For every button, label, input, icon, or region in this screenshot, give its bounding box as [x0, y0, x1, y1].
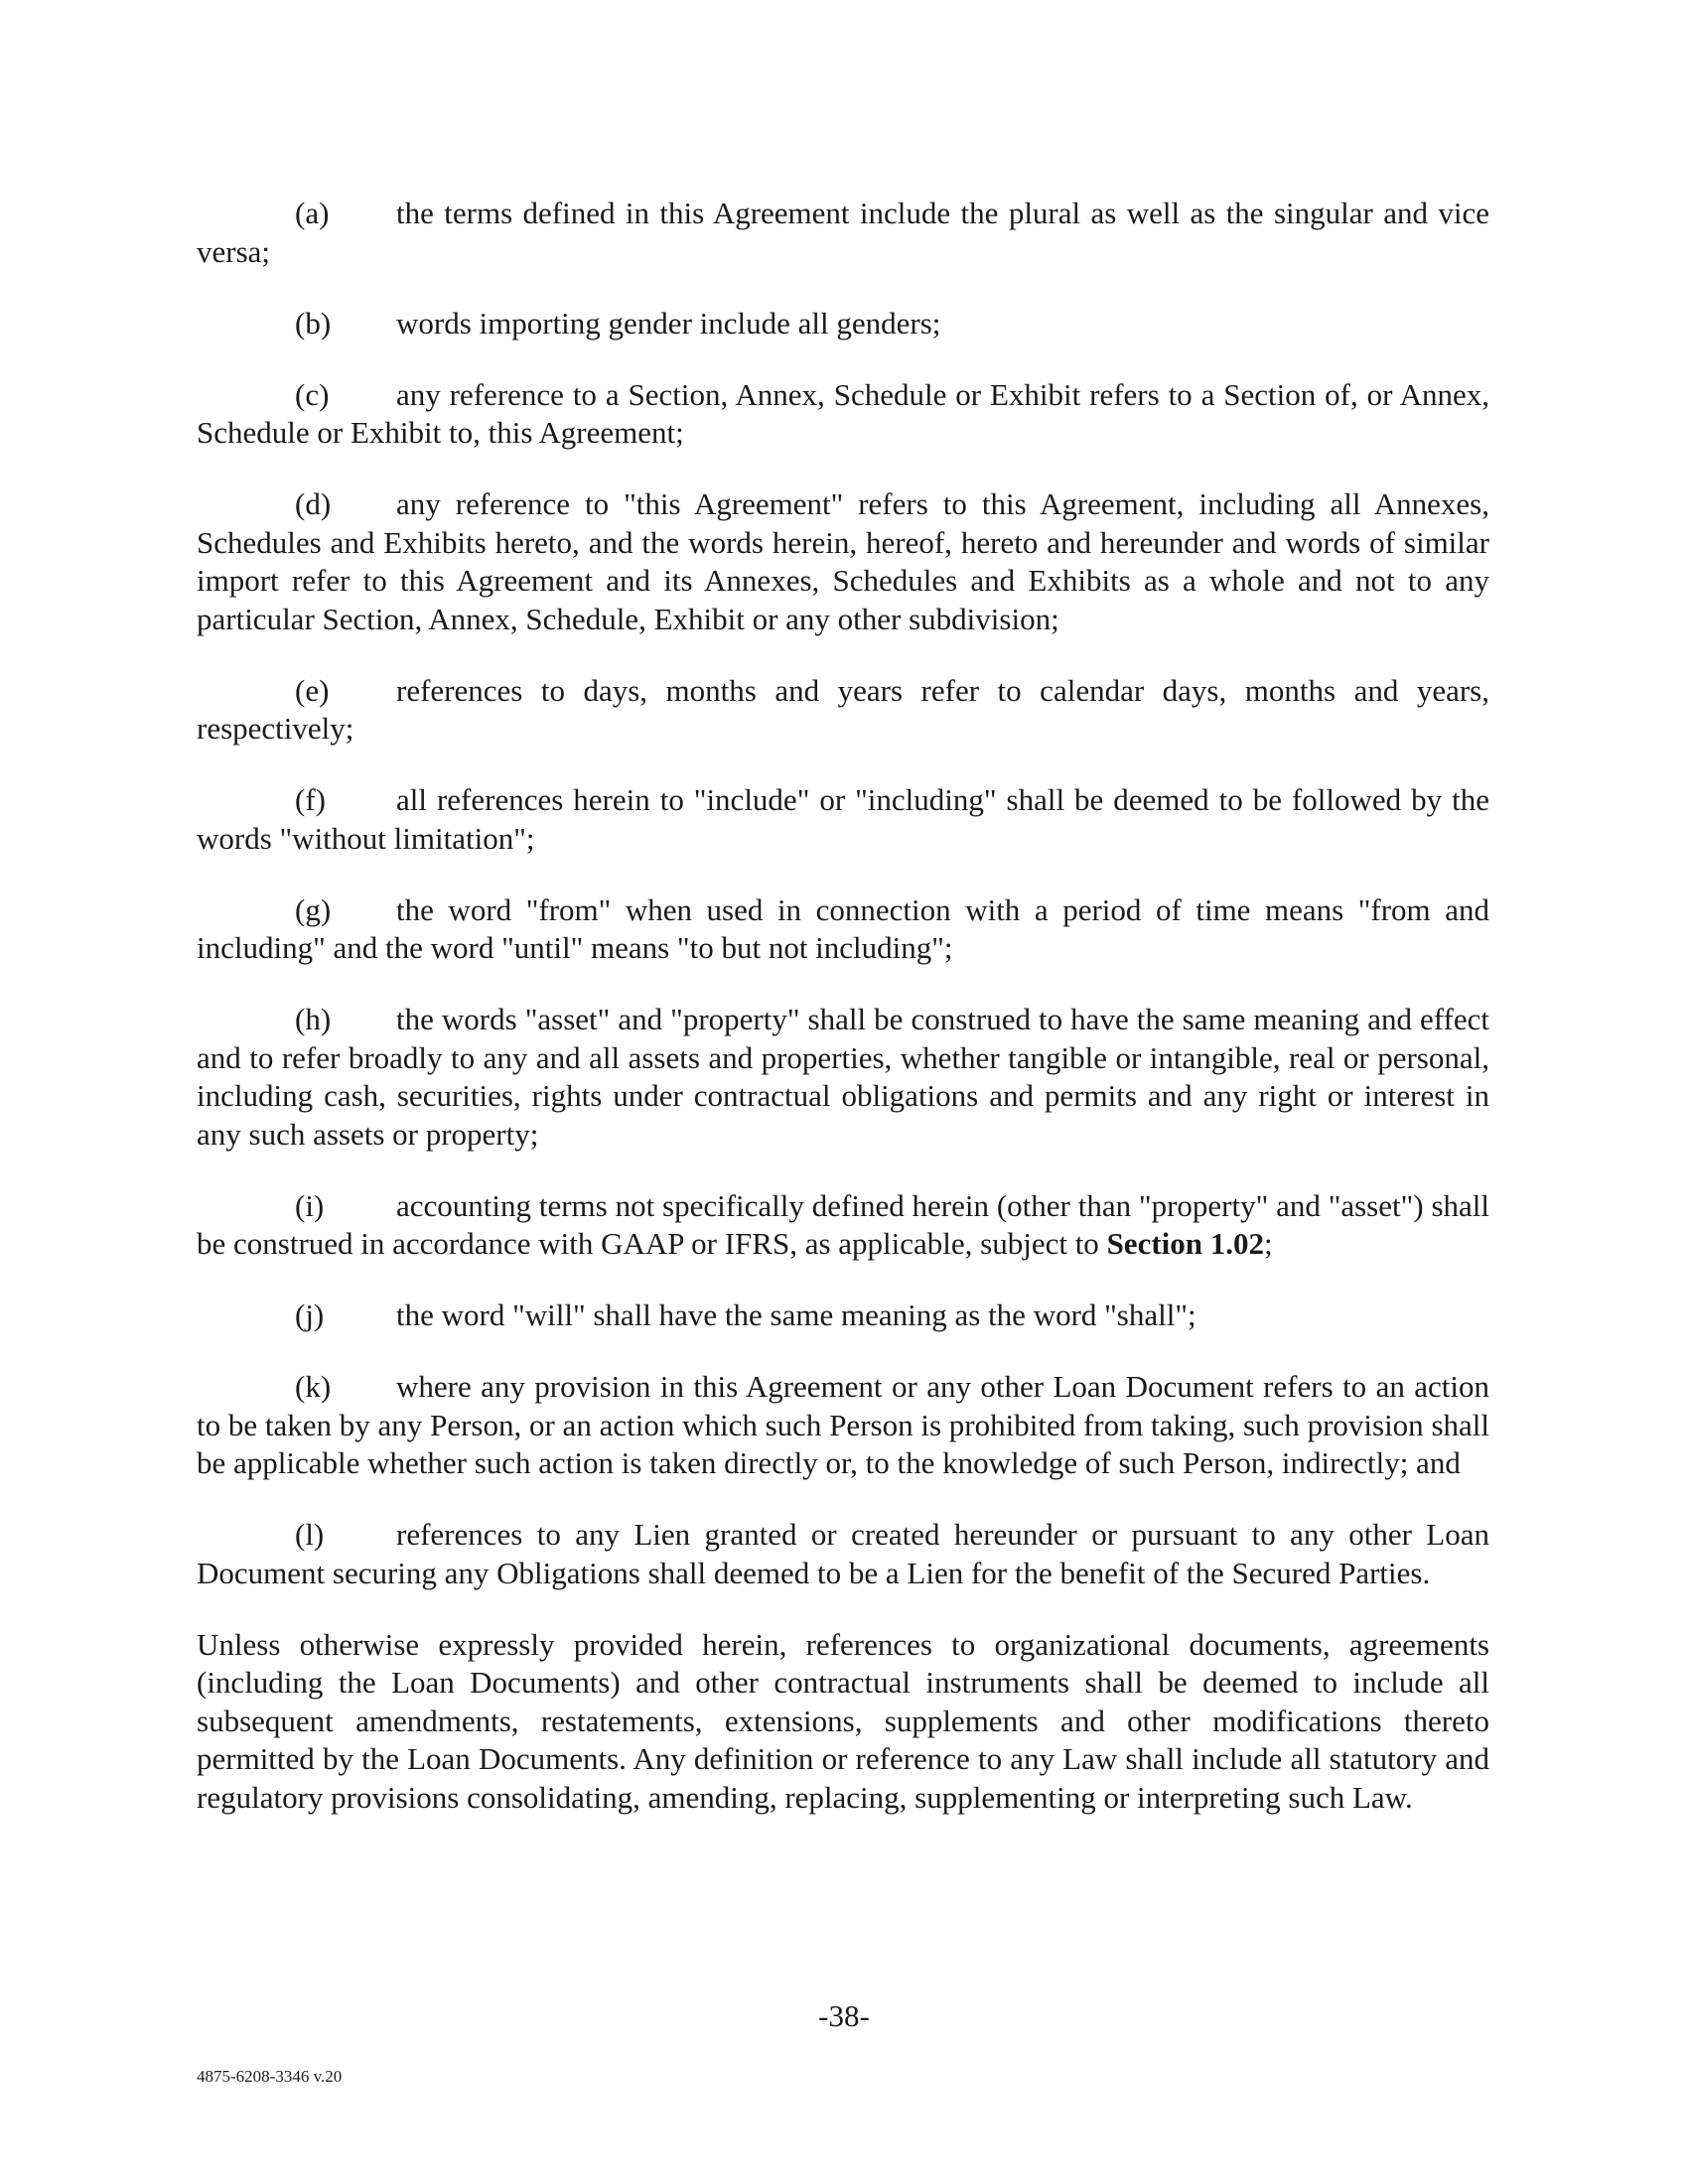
clause-text: accounting terms not specifically defined herein (other than "property" and "asset") shall be construed in accordance with GAAP or IFRS, as applicable, subject to	[197, 1187, 1489, 1261]
clause-label: (e)	[295, 672, 330, 708]
clause-label: (c)	[295, 376, 330, 412]
clause-label: (g)	[295, 891, 332, 927]
clause-text: references to any Lien granted or created hereunder or pursuant to any other Loan Document securing any Obligations shall deemed to be a Lien for the benefit of the Secured Parties.	[197, 1517, 1489, 1590]
clause-text: where any provision in this Agreement or any other Loan Document refers to an action to be taken by any Person, or an action which such Person is prohibited from taking, such provision shall be applicable whether such action is taken directly or, to the knowledge of such Person, indirectly; and	[197, 1369, 1489, 1480]
clause-b	[197, 305, 1489, 343]
clause-i	[197, 1187, 1489, 1264]
clause-l	[197, 1516, 1489, 1592]
clause-text: words importing gender include all genders;	[396, 305, 941, 341]
clause-label: (l)	[295, 1517, 325, 1552]
clause-label: (j)	[295, 1297, 325, 1332]
clause-text: the word "from" when used in connection with a period of time means "from and including" and the word "until" means "to but not including";	[197, 891, 1489, 965]
clause-text-end: ;	[1264, 1226, 1273, 1261]
clause-h	[197, 1001, 1489, 1154]
clause-label: (d)	[295, 486, 332, 521]
clause-label: (b)	[295, 305, 332, 341]
clause-g	[197, 891, 1489, 968]
clause-k	[197, 1368, 1489, 1483]
clause-text: the word "will" shall have the same meaning as the word "shall";	[396, 1297, 1196, 1332]
clause-text: the words "asset" and "property" shall be construed to have the same meaning and effect and to refer broadly to any and all assets and properties, whether tangible or intangible, real or personal, including cash, securities, rights under contractual obligations and permits and any right or interest in any such assets or property;	[197, 1002, 1489, 1152]
clause-text: references to days, months and years refer to calendar days, months and years, respectively;	[197, 672, 1489, 746]
clause-label: (h)	[295, 1002, 332, 1036]
clause-text: all references herein to "include" or "including" shall be deemed to be followed by the words "without limitation";	[197, 782, 1489, 856]
clause-d	[197, 485, 1489, 638]
clause-text: the terms defined in this Agreement include the plural as well as the singular and vice versa;	[197, 196, 1489, 269]
clause-a	[197, 195, 1489, 271]
clause-label: (f)	[295, 782, 326, 817]
clause-text: any reference to a Section, Annex, Schedule or Exhibit refers to a Section of, or Annex, Schedule or Exhibit to, this Agreement;	[197, 376, 1489, 450]
page-body	[197, 195, 1489, 1817]
page-number: -38-	[818, 1998, 870, 2033]
clause-label: (k)	[295, 1369, 332, 1404]
closing-paragraph: Unless otherwise expressly provided herein, references to organizational documents, agreements (including the Loan Documents) and other contractual instruments shall be deemed to include all subsequent amendments, restatements, extensions, supplements and other modifications thereto permitted by the Loan Documents. Any definition or reference to any Law shall include all statutory and regulatory provisions consolidating, amending, replacing, supplementing or interpreting such Law.	[197, 1626, 1489, 1815]
clause-text: any reference to "this Agreement" refers to this Agreement, including all Annexes, Schedules and Exhibits hereto, and the words herein, hereof, hereto and hereunder and words of similar import refer to this Agreement and its Annexes, Schedules and Exhibits as a whole and not to any particular Section, Annex, Schedule, Exhibit or any other subdivision;	[197, 486, 1489, 636]
clause-f	[197, 781, 1489, 858]
clause-label: (a)	[295, 196, 330, 230]
clause-e	[197, 672, 1489, 749]
clause-label: (i)	[295, 1187, 325, 1223]
clause-c	[197, 376, 1489, 453]
document-id: 4875-6208-3346 v.20	[197, 2067, 343, 2086]
section-reference: Section 1.02	[1106, 1226, 1264, 1261]
clause-j	[197, 1297, 1489, 1335]
